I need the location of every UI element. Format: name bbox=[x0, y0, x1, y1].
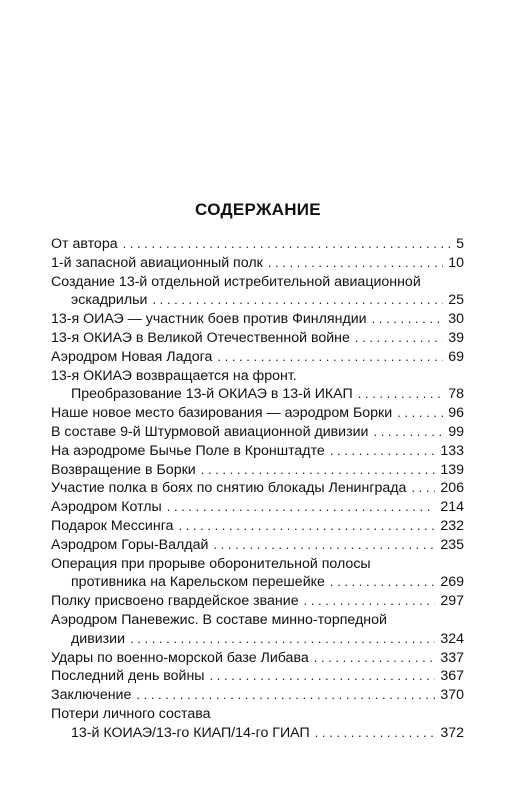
toc-page-number: 370 bbox=[440, 687, 464, 704]
toc-entry bbox=[51, 611, 464, 649]
table-of-contents bbox=[51, 235, 464, 743]
dot-leader bbox=[210, 667, 436, 686]
toc-page-number: 69 bbox=[448, 348, 464, 365]
page-title: СОДЕРЖАНИЕ bbox=[195, 200, 321, 219]
toc-entry-line bbox=[51, 517, 464, 536]
toc-entry-line bbox=[51, 310, 464, 329]
toc-entry bbox=[51, 498, 464, 517]
toc-entry-line bbox=[51, 442, 464, 461]
toc-entry-line bbox=[51, 461, 464, 480]
toc-entry-title: Участие полка в боях по снятию блокады Ленинграда bbox=[51, 480, 407, 497]
dot-leader bbox=[358, 385, 444, 404]
dot-leader bbox=[315, 724, 436, 743]
toc-entry-continuation bbox=[51, 385, 464, 404]
dot-leader bbox=[217, 348, 443, 367]
dot-leader bbox=[268, 254, 443, 273]
toc-entry-title: В составе 9-й Штурмовой авиационной дивизии bbox=[51, 423, 369, 440]
toc-entry-line bbox=[51, 273, 464, 292]
toc-entry-title: 13-я ОКИАЭ возвращается на фронт. bbox=[51, 367, 297, 384]
toc-page-number: 96 bbox=[448, 405, 464, 422]
toc-entry-line bbox=[51, 611, 464, 630]
toc-entry-line bbox=[51, 555, 464, 574]
toc-entry bbox=[51, 329, 464, 348]
dot-leader bbox=[304, 592, 436, 611]
toc-entry-line bbox=[51, 649, 464, 668]
toc-entry-line bbox=[51, 498, 464, 517]
toc-entry-title: Последний день войны bbox=[51, 668, 205, 685]
toc-entry-line bbox=[51, 235, 464, 254]
toc-entry-line bbox=[51, 592, 464, 611]
toc-page-number: 25 bbox=[448, 292, 464, 309]
toc-entry bbox=[51, 367, 464, 405]
toc-page-number: 235 bbox=[440, 536, 464, 553]
toc-entry bbox=[51, 348, 464, 367]
toc-entry-title: Наше новое место базирования — аэродром Борки bbox=[51, 405, 393, 422]
dot-leader bbox=[178, 517, 435, 536]
toc-page-number: 372 bbox=[440, 724, 464, 741]
dot-leader bbox=[373, 423, 443, 442]
toc-entry-line bbox=[51, 423, 464, 442]
toc-entry-title: Создание 13-й отдельной истребительной авиационной bbox=[51, 273, 421, 290]
toc-entry-title: дивизии bbox=[71, 630, 126, 647]
toc-page-number: 337 bbox=[440, 649, 464, 666]
toc-page-number: 297 bbox=[440, 593, 464, 610]
toc-page-number: 10 bbox=[448, 254, 464, 271]
toc-entry-line bbox=[51, 367, 464, 386]
toc-entry bbox=[51, 517, 464, 536]
toc-entry bbox=[51, 479, 464, 498]
toc-entry-title: 1-й запасной авиационный полк bbox=[51, 254, 263, 271]
toc-entry-title: 13-я ОИАЭ — участник боев против Финляндии bbox=[51, 311, 367, 328]
toc-entry-title: Аэродром Паневежис. В составе минно-торпедной bbox=[51, 611, 387, 628]
dot-leader bbox=[372, 310, 444, 329]
toc-entry bbox=[51, 555, 464, 593]
toc-entry bbox=[51, 442, 464, 461]
toc-entry-continuation bbox=[51, 291, 464, 310]
toc-page-number: 324 bbox=[440, 630, 464, 647]
toc-entry-title: Операция при прорыве оборонительной полосы bbox=[51, 555, 371, 572]
toc-page-number: 214 bbox=[440, 499, 464, 516]
toc-entry-title: Аэродром Горы-Валдай bbox=[51, 536, 209, 553]
toc-entry-title: Удары по военно-морской базе Либава bbox=[51, 649, 309, 666]
toc-entry bbox=[51, 423, 464, 442]
toc-entry-line bbox=[51, 254, 464, 273]
toc-entry-title: противника на Карельском перешейке bbox=[71, 574, 325, 591]
dot-leader bbox=[314, 649, 436, 668]
dot-leader bbox=[397, 404, 443, 423]
dot-leader bbox=[330, 442, 436, 461]
toc-entry bbox=[51, 686, 464, 705]
toc-entry-title: Полку присвоено гвардейское звание bbox=[51, 593, 299, 610]
toc-page-number: 30 bbox=[448, 311, 464, 328]
toc-entry bbox=[51, 235, 464, 254]
toc-entry-title: 13-я ОКИАЭ в Великой Отечественной войне bbox=[51, 329, 350, 346]
toc-page-number: 39 bbox=[448, 329, 464, 346]
dot-leader bbox=[330, 573, 435, 592]
toc-entry-title: Преобразование 13-й ОКИАЭ в 13-й ИКАП bbox=[71, 386, 353, 403]
toc-entry bbox=[51, 254, 464, 273]
toc-entry-title: Аэродром Котлы bbox=[51, 499, 162, 516]
toc-entry-line bbox=[51, 705, 464, 724]
toc-entry-title: От автора bbox=[51, 236, 118, 252]
toc-entry-title: эскадрильи bbox=[71, 292, 148, 309]
dot-leader bbox=[130, 630, 435, 649]
toc-entry bbox=[51, 461, 464, 480]
toc-entry-line bbox=[51, 536, 464, 555]
toc-entry-title: Подарок Мессинга bbox=[51, 517, 174, 534]
toc-entry bbox=[51, 273, 464, 311]
toc-entry bbox=[51, 649, 464, 668]
toc-entry-title: Аэродром Новая Ладога bbox=[51, 348, 213, 365]
toc-entry-line bbox=[51, 686, 464, 705]
toc-entry-title: Заключение bbox=[51, 687, 132, 704]
toc-entry-line bbox=[51, 667, 464, 686]
dot-leader bbox=[152, 291, 443, 310]
toc-entry bbox=[51, 310, 464, 329]
toc-page-number: 139 bbox=[440, 461, 464, 478]
toc-entry-continuation bbox=[51, 724, 464, 743]
toc-entry bbox=[51, 667, 464, 686]
toc-entry bbox=[51, 592, 464, 611]
dot-leader bbox=[167, 498, 436, 517]
dot-leader bbox=[213, 536, 435, 555]
toc-entry-line bbox=[51, 348, 464, 367]
dot-leader bbox=[411, 479, 435, 498]
toc-entry-line bbox=[51, 404, 464, 423]
toc-entry-continuation bbox=[51, 573, 464, 592]
toc-page-number: 5 bbox=[456, 236, 464, 252]
toc-page-number: 232 bbox=[440, 517, 464, 534]
toc-entry-continuation bbox=[51, 630, 464, 649]
dot-leader bbox=[123, 235, 452, 254]
dot-leader bbox=[136, 686, 435, 705]
toc-entry bbox=[51, 536, 464, 555]
toc-page-number: 78 bbox=[448, 386, 464, 403]
toc-entry-title: Потери личного состава bbox=[51, 705, 211, 722]
toc-entry bbox=[51, 404, 464, 423]
toc-entry-title: Возвращение в Борки bbox=[51, 461, 196, 478]
toc-entry-title: 13-й КОИАЭ/13-го КИАП/14-го ГИАП bbox=[71, 724, 310, 741]
toc-page-number: 206 bbox=[440, 480, 464, 497]
toc-entry-title: На аэродроме Бычье Поле в Кронштадте bbox=[51, 442, 325, 459]
toc-entry-line bbox=[51, 479, 464, 498]
toc-entry-line bbox=[51, 329, 464, 348]
toc-page-number: 367 bbox=[440, 668, 464, 685]
toc-page-number: 133 bbox=[440, 442, 464, 459]
dot-leader bbox=[355, 329, 443, 348]
toc-page-number: 269 bbox=[440, 574, 464, 591]
toc-page-number: 99 bbox=[448, 423, 464, 440]
toc-entry bbox=[51, 705, 464, 743]
dot-leader bbox=[201, 461, 436, 480]
